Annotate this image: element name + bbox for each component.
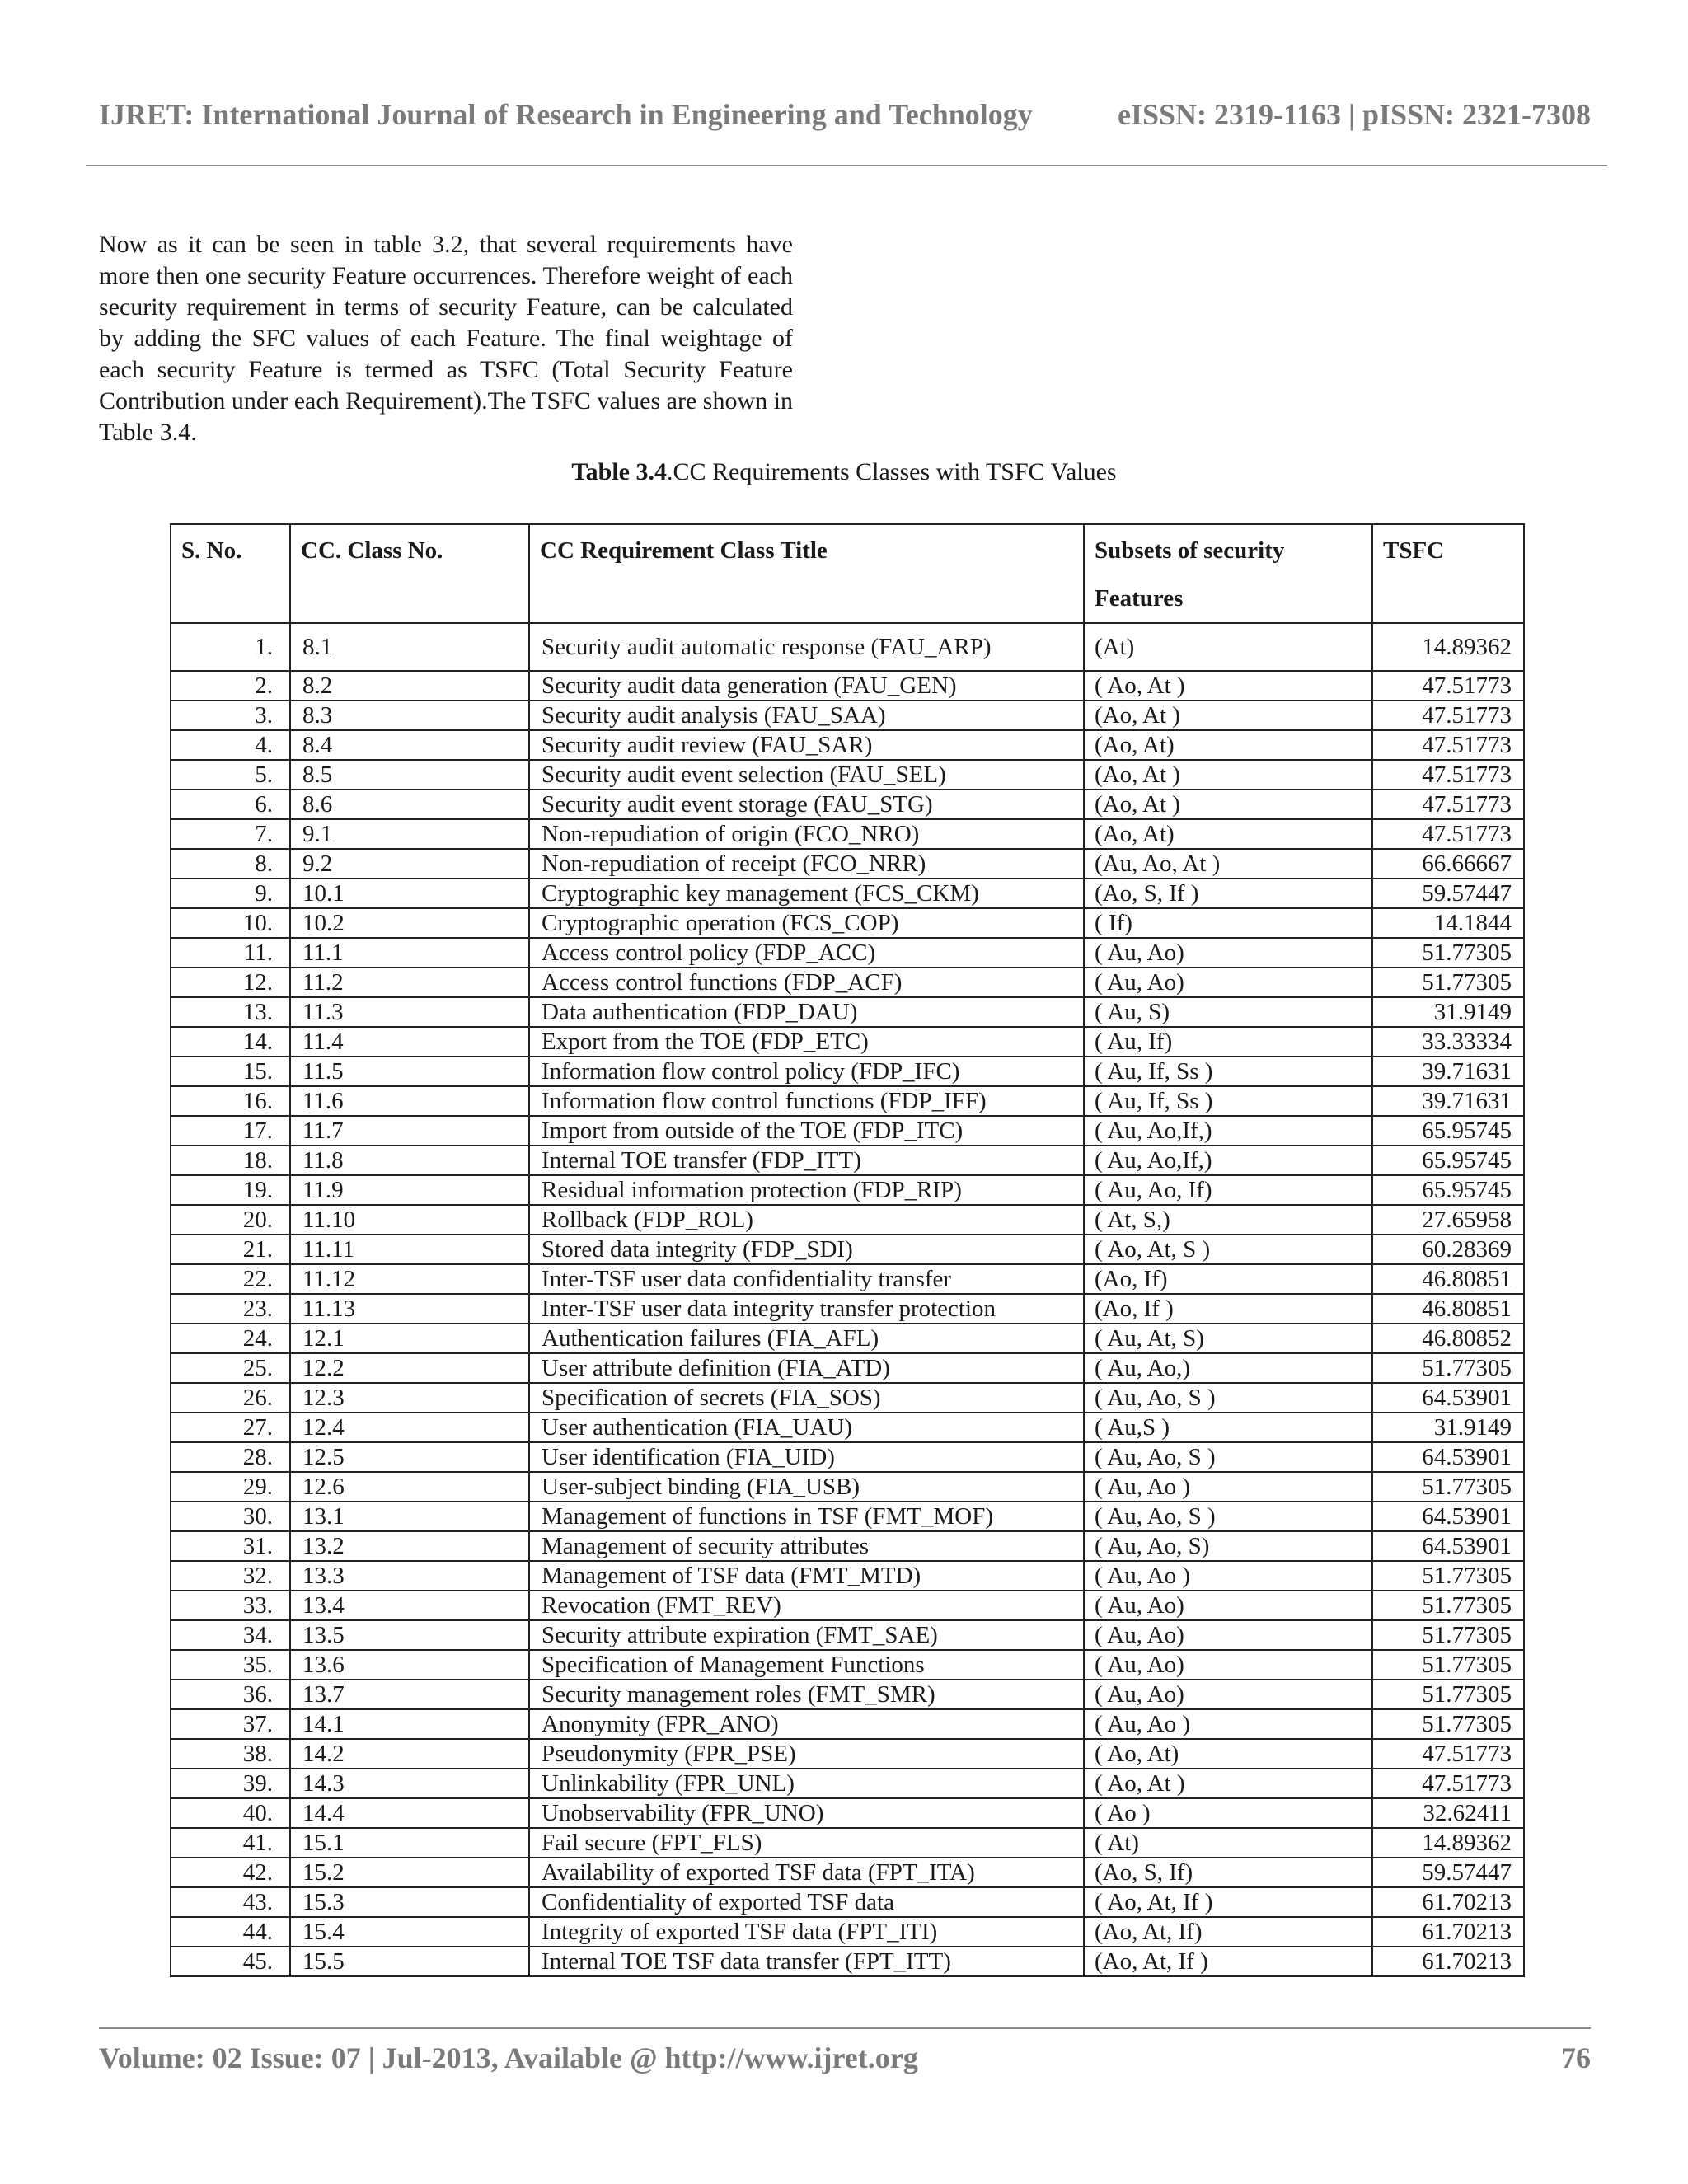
cell-class-title: Management of functions in TSF (FMT_MOF) <box>529 1502 1084 1531</box>
table-row <box>171 1680 1524 1709</box>
cell-tsfc: 14.89362 <box>1372 1828 1524 1858</box>
cell-class-no: 12.6 <box>290 1472 529 1502</box>
cell-tsfc: 61.70213 <box>1372 1917 1524 1947</box>
table-row <box>171 879 1524 908</box>
cell-features: ( Au, Ao, If) <box>1084 1175 1372 1205</box>
cell-class-no: 11.13 <box>290 1294 529 1324</box>
cell-tsfc: 32.62411 <box>1372 1798 1524 1828</box>
header-tsfc: TSFC <box>1372 524 1524 623</box>
cell-class-no: 15.2 <box>290 1858 529 1887</box>
cell-class-no: 13.4 <box>290 1591 529 1620</box>
cell-tsfc: 64.53901 <box>1372 1442 1524 1472</box>
cell-features: (Ao, At) <box>1084 730 1372 760</box>
cell-class-title: Internal TOE transfer (FDP_ITT) <box>529 1146 1084 1175</box>
table-row <box>171 1264 1524 1294</box>
cell-class-no: 8.6 <box>290 790 529 819</box>
cell-features: ( Au, Ao) <box>1084 938 1372 968</box>
cell-class-title: Integrity of exported TSF data (FPT_ITI) <box>529 1917 1084 1947</box>
cell-features: ( Ao ) <box>1084 1798 1372 1828</box>
cell-class-title: User identification (FIA_UID) <box>529 1442 1084 1472</box>
cell-features: ( Au, Ao,If,) <box>1084 1116 1372 1146</box>
table-row <box>171 1591 1524 1620</box>
table-row <box>171 1531 1524 1561</box>
table-caption-text: .CC Requirements Classes with TSFC Values <box>667 458 1117 485</box>
cell-features: ( Au, Ao, S ) <box>1084 1442 1372 1472</box>
table-caption-label: Table 3.4 <box>571 458 667 485</box>
header-divider <box>86 165 1607 166</box>
table-row <box>171 1324 1524 1353</box>
cell-features: ( Au, Ao,If,) <box>1084 1146 1372 1175</box>
table-row <box>171 997 1524 1027</box>
cell-tsfc: 65.95745 <box>1372 1116 1524 1146</box>
cell-features: ( If) <box>1084 908 1372 938</box>
table-row <box>171 730 1524 760</box>
table-header-row <box>171 524 1524 623</box>
cell-tsfc: 59.57447 <box>1372 1858 1524 1887</box>
cell-features: (Ao, At, If ) <box>1084 1947 1372 1976</box>
cell-sno: 2. <box>171 671 290 701</box>
cell-class-title: Confidentiality of exported TSF data <box>529 1887 1084 1917</box>
cell-sno: 27. <box>171 1413 290 1442</box>
cell-sno: 25. <box>171 1353 290 1383</box>
cell-class-no: 15.1 <box>290 1828 529 1858</box>
cell-class-no: 13.3 <box>290 1561 529 1591</box>
cell-class-title: User authentication (FIA_UAU) <box>529 1413 1084 1442</box>
cell-class-no: 12.5 <box>290 1442 529 1472</box>
cell-tsfc: 14.1844 <box>1372 908 1524 938</box>
cell-features: ( Au, Ao ) <box>1084 1472 1372 1502</box>
cell-class-no: 8.2 <box>290 671 529 701</box>
cell-class-title: Security audit review (FAU_SAR) <box>529 730 1084 760</box>
cell-class-title: Security audit data generation (FAU_GEN) <box>529 671 1084 701</box>
cell-sno: 15. <box>171 1057 290 1086</box>
table-row <box>171 1383 1524 1413</box>
cell-features: ( Au, Ao ) <box>1084 1709 1372 1739</box>
cell-tsfc: 51.77305 <box>1372 1472 1524 1502</box>
cell-tsfc: 31.9149 <box>1372 997 1524 1027</box>
cell-class-no: 11.5 <box>290 1057 529 1086</box>
cell-tsfc: 46.80851 <box>1372 1294 1524 1324</box>
cell-class-no: 15.4 <box>290 1917 529 1947</box>
table-row <box>171 968 1524 997</box>
table-row <box>171 1175 1524 1205</box>
cell-sno: 31. <box>171 1531 290 1561</box>
cell-class-no: 8.5 <box>290 760 529 790</box>
cell-sno: 8. <box>171 849 290 879</box>
table-row <box>171 1502 1524 1531</box>
cell-class-no: 11.3 <box>290 997 529 1027</box>
table-row <box>171 1739 1524 1769</box>
cell-features: ( Au, If) <box>1084 1027 1372 1057</box>
cell-features: ( Ao, At, S ) <box>1084 1235 1372 1264</box>
cell-tsfc: 14.89362 <box>1372 623 1524 671</box>
table-row <box>171 1472 1524 1502</box>
cell-features: (At) <box>1084 623 1372 671</box>
cell-tsfc: 51.77305 <box>1372 1353 1524 1383</box>
cell-features: ( Au, S) <box>1084 997 1372 1027</box>
cell-sno: 17. <box>171 1116 290 1146</box>
cell-tsfc: 64.53901 <box>1372 1383 1524 1413</box>
cell-features: ( Au, Ao, S) <box>1084 1531 1372 1561</box>
cell-features: (Ao, At, If) <box>1084 1917 1372 1947</box>
cell-sno: 10. <box>171 908 290 938</box>
cell-class-title: Specification of Management Functions <box>529 1650 1084 1680</box>
cell-class-no: 11.8 <box>290 1146 529 1175</box>
cell-features: ( Ao, At ) <box>1084 671 1372 701</box>
cell-tsfc: 27.65958 <box>1372 1205 1524 1235</box>
cell-tsfc: 47.51773 <box>1372 730 1524 760</box>
cell-class-title: Cryptographic key management (FCS_CKM) <box>529 879 1084 908</box>
cell-class-title: Management of TSF data (FMT_MTD) <box>529 1561 1084 1591</box>
cell-class-no: 9.1 <box>290 819 529 849</box>
cell-class-title: Security management roles (FMT_SMR) <box>529 1680 1084 1709</box>
cell-features: ( Au, Ao,) <box>1084 1353 1372 1383</box>
table-row <box>171 1294 1524 1324</box>
cell-tsfc: 51.77305 <box>1372 1709 1524 1739</box>
volume-info: Volume: 02 Issue: 07 | Jul-2013, Available @ http://www.ijret.org <box>99 2041 918 2074</box>
cell-sno: 12. <box>171 968 290 997</box>
cell-tsfc: 61.70213 <box>1372 1947 1524 1976</box>
cell-tsfc: 51.77305 <box>1372 968 1524 997</box>
table-row <box>171 790 1524 819</box>
cell-class-title: Anonymity (FPR_ANO) <box>529 1709 1084 1739</box>
cell-sno: 16. <box>171 1086 290 1116</box>
cell-sno: 23. <box>171 1294 290 1324</box>
cell-class-title: Internal TOE TSF data transfer (FPT_ITT) <box>529 1947 1084 1976</box>
cell-class-no: 11.2 <box>290 968 529 997</box>
page-number: 76 <box>1561 2041 1591 2074</box>
cell-tsfc: 51.77305 <box>1372 1680 1524 1709</box>
table-row <box>171 1650 1524 1680</box>
cell-class-title: Specification of secrets (FIA_SOS) <box>529 1383 1084 1413</box>
cell-class-title: Access control policy (FDP_ACC) <box>529 938 1084 968</box>
table-body <box>171 623 1524 1976</box>
cell-class-no: 14.2 <box>290 1739 529 1769</box>
header-class-no: CC. Class No. <box>290 524 529 623</box>
table-row <box>171 671 1524 701</box>
table-row <box>171 1620 1524 1650</box>
cell-class-no: 11.9 <box>290 1175 529 1205</box>
cell-class-title: Residual information protection (FDP_RIP) <box>529 1175 1084 1205</box>
cell-class-title: Security attribute expiration (FMT_SAE) <box>529 1620 1084 1650</box>
cell-tsfc: 59.57447 <box>1372 879 1524 908</box>
cell-sno: 34. <box>171 1620 290 1650</box>
cell-sno: 22. <box>171 1264 290 1294</box>
cell-sno: 26. <box>171 1383 290 1413</box>
cell-class-no: 14.1 <box>290 1709 529 1739</box>
header-features: Subsets of security Features <box>1084 524 1372 623</box>
cell-class-title: Fail secure (FPT_FLS) <box>529 1828 1084 1858</box>
cell-class-title: Revocation (FMT_REV) <box>529 1591 1084 1620</box>
cell-class-no: 13.7 <box>290 1680 529 1709</box>
table-row <box>171 1709 1524 1739</box>
cell-class-no: 15.5 <box>290 1947 529 1976</box>
cell-sno: 14. <box>171 1027 290 1057</box>
cell-class-no: 11.1 <box>290 938 529 968</box>
cell-sno: 9. <box>171 879 290 908</box>
cell-tsfc: 39.71631 <box>1372 1086 1524 1116</box>
issn-info: eISSN: 2319-1163 | pISSN: 2321-7308 <box>1118 98 1591 131</box>
cell-class-title: Information flow control policy (FDP_IFC) <box>529 1057 1084 1086</box>
cell-sno: 11. <box>171 938 290 968</box>
cell-class-no: 11.7 <box>290 1116 529 1146</box>
footer-divider <box>99 2027 1591 2029</box>
cell-tsfc: 51.77305 <box>1372 1591 1524 1620</box>
cell-tsfc: 47.51773 <box>1372 1739 1524 1769</box>
table-row <box>171 1057 1524 1086</box>
cell-tsfc: 51.77305 <box>1372 938 1524 968</box>
cell-tsfc: 47.51773 <box>1372 790 1524 819</box>
cell-sno: 6. <box>171 790 290 819</box>
cell-sno: 5. <box>171 760 290 790</box>
cell-class-no: 11.10 <box>290 1205 529 1235</box>
cell-features: ( Au, At, S) <box>1084 1324 1372 1353</box>
cell-class-no: 8.1 <box>290 623 529 671</box>
cell-class-no: 10.2 <box>290 908 529 938</box>
cell-sno: 41. <box>171 1828 290 1858</box>
table-row <box>171 1769 1524 1798</box>
cell-sno: 4. <box>171 730 290 760</box>
cell-sno: 35. <box>171 1650 290 1680</box>
intro-paragraph: Now as it can be seen in table 3.2, that several requirements have more then one security Feature occurrences. Therefore weight of each security requirement in terms of security Feature, can be calculated by adding the SFC values of each Feature. The final weightage of each security Feature is termed as TSFC (Total Security Feature Contribution under each Requirement).The TSFC values are shown in Table 3.4. <box>99 231 793 446</box>
cell-sno: 7. <box>171 819 290 849</box>
cell-class-title: Pseudonymity (FPR_PSE) <box>529 1739 1084 1769</box>
cell-features: ( Au, Ao ) <box>1084 1561 1372 1591</box>
cell-class-title: Unobservability (FPR_UNO) <box>529 1798 1084 1828</box>
cell-sno: 18. <box>171 1146 290 1175</box>
cell-sno: 13. <box>171 997 290 1027</box>
table-row <box>171 938 1524 968</box>
table-row <box>171 819 1524 849</box>
cell-sno: 39. <box>171 1769 290 1798</box>
cell-sno: 32. <box>171 1561 290 1591</box>
cell-class-no: 8.3 <box>290 701 529 730</box>
cell-class-no: 13.5 <box>290 1620 529 1650</box>
cell-tsfc: 65.95745 <box>1372 1175 1524 1205</box>
cell-features: ( Au, Ao) <box>1084 1620 1372 1650</box>
cell-tsfc: 47.51773 <box>1372 760 1524 790</box>
cell-sno: 45. <box>171 1947 290 1976</box>
cell-features: (Ao, S, If ) <box>1084 879 1372 908</box>
cell-class-title: Security audit event selection (FAU_SEL) <box>529 760 1084 790</box>
cell-class-title: Inter-TSF user data confidentiality transfer <box>529 1264 1084 1294</box>
cell-class-no: 8.4 <box>290 730 529 760</box>
table-row <box>171 1116 1524 1146</box>
cell-features: ( Ao, At) <box>1084 1739 1372 1769</box>
cell-class-no: 12.4 <box>290 1413 529 1442</box>
cell-class-title: Stored data integrity (FDP_SDI) <box>529 1235 1084 1264</box>
cell-sno: 19. <box>171 1175 290 1205</box>
cell-class-no: 13.2 <box>290 1531 529 1561</box>
cell-sno: 37. <box>171 1709 290 1739</box>
cell-class-no: 12.2 <box>290 1353 529 1383</box>
cell-class-no: 13.6 <box>290 1650 529 1680</box>
cell-class-no: 11.11 <box>290 1235 529 1264</box>
cell-class-no: 9.2 <box>290 849 529 879</box>
cell-sno: 28. <box>171 1442 290 1472</box>
cell-class-title: User attribute definition (FIA_ATD) <box>529 1353 1084 1383</box>
cell-tsfc: 66.66667 <box>1372 849 1524 879</box>
header-sno: S. No. <box>171 524 290 623</box>
cell-features: (Ao, S, If) <box>1084 1858 1372 1887</box>
table-row <box>171 1947 1524 1976</box>
cell-class-no: 11.4 <box>290 1027 529 1057</box>
cell-class-title: Authentication failures (FIA_AFL) <box>529 1324 1084 1353</box>
cell-class-title: Inter-TSF user data integrity transfer protection <box>529 1294 1084 1324</box>
table-row <box>171 1353 1524 1383</box>
cell-tsfc: 39.71631 <box>1372 1057 1524 1086</box>
cell-class-title: Data authentication (FDP_DAU) <box>529 997 1084 1027</box>
cell-sno: 33. <box>171 1591 290 1620</box>
table-row <box>171 1235 1524 1264</box>
cell-class-title: Non-repudiation of receipt (FCO_NRR) <box>529 849 1084 879</box>
cell-class-no: 14.4 <box>290 1798 529 1828</box>
table-row <box>171 849 1524 879</box>
cell-class-title: Rollback (FDP_ROL) <box>529 1205 1084 1235</box>
cell-tsfc: 47.51773 <box>1372 671 1524 701</box>
cell-sno: 1. <box>171 623 290 671</box>
cell-tsfc: 64.53901 <box>1372 1531 1524 1561</box>
journal-title: IJRET: International Journal of Research in Engineering and Technology <box>99 98 1033 131</box>
cell-features: (Ao, At) <box>1084 819 1372 849</box>
cell-sno: 42. <box>171 1858 290 1887</box>
cell-tsfc: 47.51773 <box>1372 701 1524 730</box>
cell-sno: 44. <box>171 1917 290 1947</box>
cell-class-no: 12.1 <box>290 1324 529 1353</box>
cell-tsfc: 61.70213 <box>1372 1887 1524 1917</box>
table-row <box>171 760 1524 790</box>
table-row <box>171 1828 1524 1858</box>
cell-tsfc: 64.53901 <box>1372 1502 1524 1531</box>
cell-features: (Ao, At ) <box>1084 790 1372 819</box>
cell-tsfc: 47.51773 <box>1372 819 1524 849</box>
cell-class-title: Non-repudiation of origin (FCO_NRO) <box>529 819 1084 849</box>
cell-tsfc: 51.77305 <box>1372 1650 1524 1680</box>
cell-tsfc: 31.9149 <box>1372 1413 1524 1442</box>
table-row <box>171 1027 1524 1057</box>
cell-tsfc: 47.51773 <box>1372 1769 1524 1798</box>
cell-class-title: Access control functions (FDP_ACF) <box>529 968 1084 997</box>
cell-features: ( Au, Ao) <box>1084 1650 1372 1680</box>
cell-class-no: 11.6 <box>290 1086 529 1116</box>
cell-class-no: 10.1 <box>290 879 529 908</box>
cell-sno: 38. <box>171 1739 290 1769</box>
cell-features: ( Au, Ao) <box>1084 968 1372 997</box>
table-row <box>171 908 1524 938</box>
cell-class-title: Import from outside of the TOE (FDP_ITC) <box>529 1116 1084 1146</box>
table-row <box>171 1413 1524 1442</box>
table-row <box>171 1798 1524 1828</box>
cell-features: ( Au, Ao, S ) <box>1084 1383 1372 1413</box>
table-row <box>171 1442 1524 1472</box>
cell-class-title: Security audit event storage (FAU_STG) <box>529 790 1084 819</box>
cell-features: (Ao, At ) <box>1084 701 1372 730</box>
cell-sno: 3. <box>171 701 290 730</box>
cell-features: ( Au, If, Ss ) <box>1084 1086 1372 1116</box>
cell-tsfc: 33.33334 <box>1372 1027 1524 1057</box>
cell-features: ( Au,S ) <box>1084 1413 1372 1442</box>
cell-sno: 40. <box>171 1798 290 1828</box>
cell-class-title: User-subject binding (FIA_USB) <box>529 1472 1084 1502</box>
table-row <box>171 1086 1524 1116</box>
cell-sno: 43. <box>171 1887 290 1917</box>
cell-features: ( Au, If, Ss ) <box>1084 1057 1372 1086</box>
cell-tsfc: 60.28369 <box>1372 1235 1524 1264</box>
header-class-title: CC Requirement Class Title <box>529 524 1084 623</box>
cell-sno: 21. <box>171 1235 290 1264</box>
cell-class-no: 12.3 <box>290 1383 529 1413</box>
cell-class-title: Information flow control functions (FDP_IFF) <box>529 1086 1084 1116</box>
cell-features: (Ao, If) <box>1084 1264 1372 1294</box>
cell-class-title: Export from the TOE (FDP_ETC) <box>529 1027 1084 1057</box>
cell-tsfc: 51.77305 <box>1372 1620 1524 1650</box>
cell-class-no: 13.1 <box>290 1502 529 1531</box>
table-row <box>171 701 1524 730</box>
cell-sno: 36. <box>171 1680 290 1709</box>
cell-features: ( Au, Ao) <box>1084 1680 1372 1709</box>
cell-class-no: 11.12 <box>290 1264 529 1294</box>
cell-features: (Ao, At ) <box>1084 760 1372 790</box>
cell-sno: 20. <box>171 1205 290 1235</box>
cell-class-no: 15.3 <box>290 1887 529 1917</box>
cell-class-title: Unlinkability (FPR_UNL) <box>529 1769 1084 1798</box>
table-row <box>171 623 1524 671</box>
cell-class-title: Management of security attributes <box>529 1531 1084 1561</box>
cell-features: ( Ao, At ) <box>1084 1769 1372 1798</box>
cell-tsfc: 46.80852 <box>1372 1324 1524 1353</box>
cell-class-title: Security audit analysis (FAU_SAA) <box>529 701 1084 730</box>
cell-class-no: 14.3 <box>290 1769 529 1798</box>
cell-features: ( At, S,) <box>1084 1205 1372 1235</box>
table-row <box>171 1887 1524 1917</box>
cell-class-title: Cryptographic operation (FCS_COP) <box>529 908 1084 938</box>
table-caption <box>0 458 1688 486</box>
cell-tsfc: 65.95745 <box>1372 1146 1524 1175</box>
tsfc-table <box>170 523 1525 1977</box>
cell-features: ( Au, Ao, S ) <box>1084 1502 1372 1531</box>
table-row <box>171 1146 1524 1175</box>
cell-features: ( At) <box>1084 1828 1372 1858</box>
table-row <box>171 1561 1524 1591</box>
cell-features: ( Au, Ao) <box>1084 1591 1372 1620</box>
cell-sno: 29. <box>171 1472 290 1502</box>
cell-tsfc: 51.77305 <box>1372 1561 1524 1591</box>
cell-class-title: Security audit automatic response (FAU_ARP) <box>529 623 1084 671</box>
table-row <box>171 1858 1524 1887</box>
cell-sno: 30. <box>171 1502 290 1531</box>
cell-tsfc: 46.80851 <box>1372 1264 1524 1294</box>
cell-sno: 24. <box>171 1324 290 1353</box>
cell-features: (Au, Ao, At ) <box>1084 849 1372 879</box>
table-row <box>171 1205 1524 1235</box>
cell-class-title: Availability of exported TSF data (FPT_ITA) <box>529 1858 1084 1887</box>
cell-features: (Ao, If ) <box>1084 1294 1372 1324</box>
table-row <box>171 1917 1524 1947</box>
cell-features: ( Ao, At, If ) <box>1084 1887 1372 1917</box>
